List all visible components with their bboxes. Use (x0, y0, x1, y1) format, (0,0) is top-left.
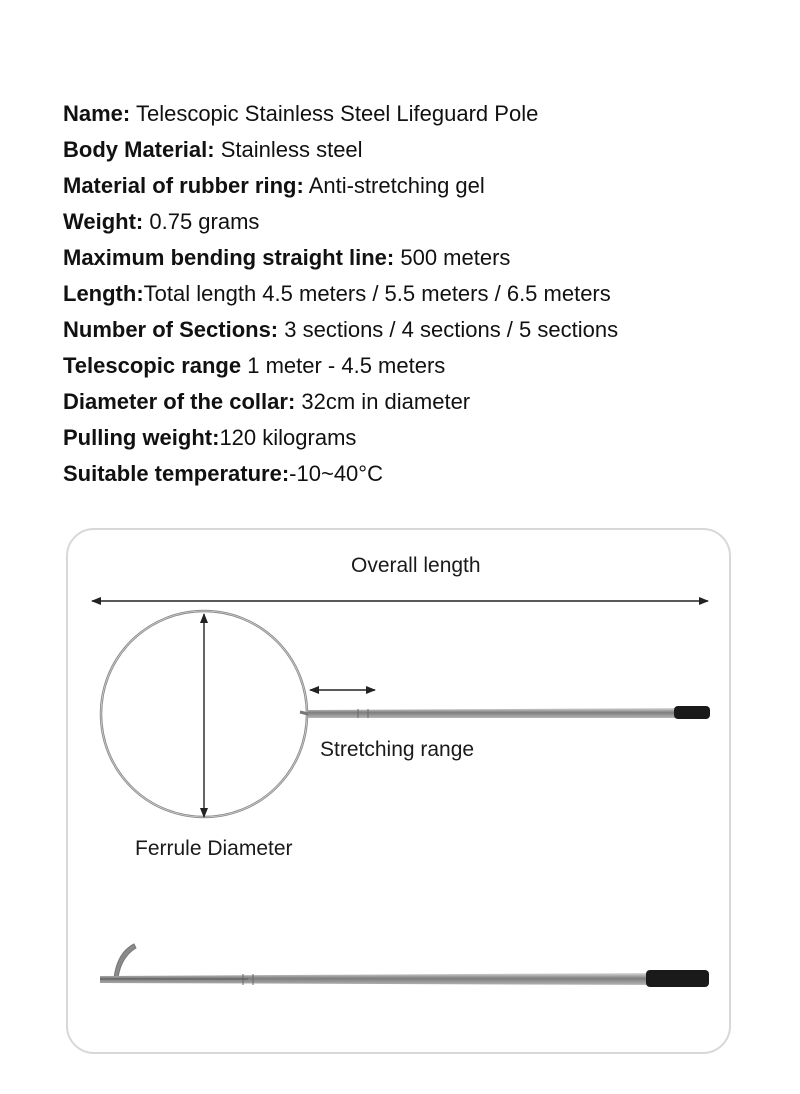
spec-value: -10~40°C (289, 461, 383, 486)
spec-value: 32cm in diameter (295, 389, 471, 414)
hook (114, 944, 136, 978)
spec-value: 500 meters (394, 245, 511, 270)
spec-length (63, 276, 763, 312)
ferrule-diameter-label: Ferrule Diameter (135, 837, 293, 860)
spec-pulling-weight (63, 420, 763, 456)
spec-body-material (63, 132, 763, 168)
spec-sections (63, 312, 763, 348)
spec-value: Total length 4.5 meters / 5.5 meters / 6.5 meters (143, 281, 611, 306)
spec-rubber-ring-material (63, 168, 763, 204)
spec-collar-diameter (63, 384, 763, 420)
spec-label: Pulling weight: (63, 425, 220, 450)
spec-value: 3 sections / 4 sections / 5 sections (278, 317, 619, 342)
spec-label: Weight: (63, 209, 144, 234)
spec-label: Maximum bending straight line: (63, 245, 395, 270)
product-diagram (66, 528, 731, 1054)
spec-weight (63, 204, 763, 240)
spec-value: Anti-stretching gel (303, 173, 485, 198)
spec-label: Diameter of the collar: (63, 389, 296, 414)
spec-name (63, 96, 763, 132)
spec-temperature (63, 456, 763, 492)
spec-label: Suitable temperature: (63, 461, 290, 486)
ring-pole-grip (674, 706, 710, 719)
spec-value: 0.75 grams (143, 209, 260, 234)
spec-value: 120 kilograms (219, 425, 357, 450)
spec-label: Material of rubber ring: (63, 173, 304, 198)
stretching-range-label: Stretching range (320, 738, 475, 761)
spec-label: Length: (63, 281, 144, 306)
spec-list (63, 96, 763, 492)
spec-max-bending (63, 240, 763, 276)
spec-value: Telescopic Stainless Steel Lifeguard Pole (130, 101, 539, 126)
spec-label: Number of Sections: (63, 317, 279, 342)
spec-value: Stainless steel (214, 137, 363, 162)
overall-length-label: Overall length (351, 554, 481, 577)
spec-label: Name: (63, 101, 131, 126)
spec-label: Telescopic range (63, 353, 242, 378)
ring-pole-shaft (308, 708, 688, 718)
spec-label: Body Material: (63, 137, 215, 162)
spec-telescopic-range (63, 348, 763, 384)
hook-pole-grip (646, 970, 709, 987)
diagram-drawing (68, 530, 729, 1052)
spec-value: 1 meter - 4.5 meters (241, 353, 446, 378)
